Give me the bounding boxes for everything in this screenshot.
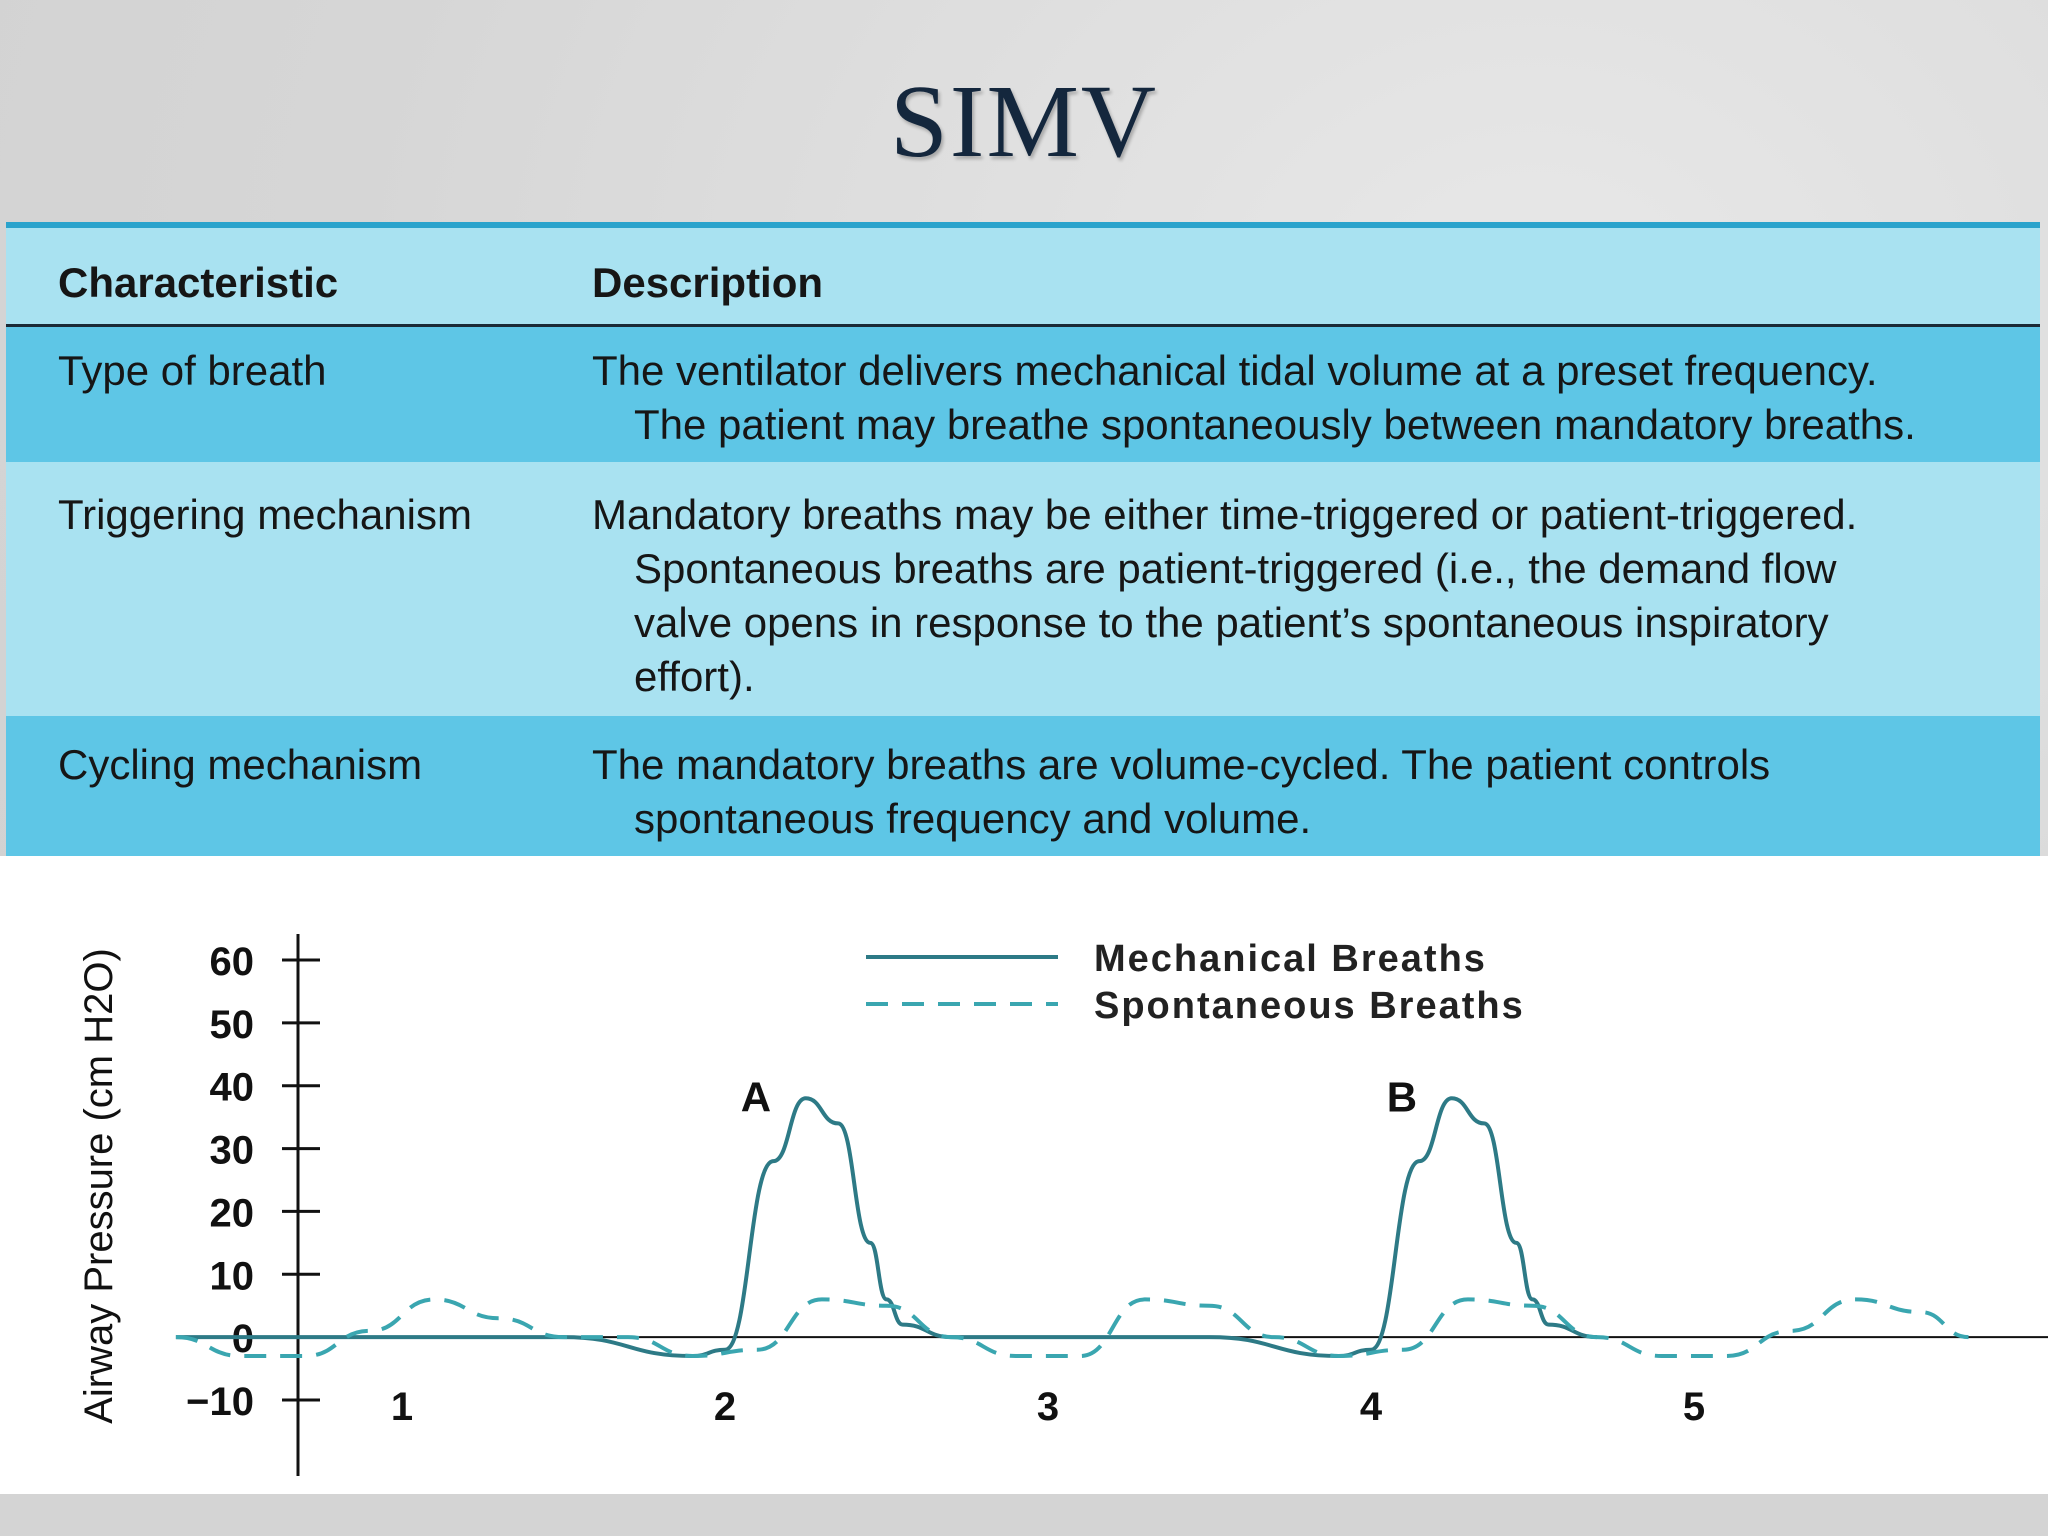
y-axis-label: Airway Pressure (cm H2O)	[77, 948, 121, 1424]
row-2-line-1: Mandatory breaths may be either time-triggered or patient-triggered.	[592, 491, 1858, 538]
y-tick-label: 30	[209, 1128, 254, 1173]
annotation-a: A	[740, 1073, 772, 1121]
x-tick-label-4: 4	[1359, 1385, 1383, 1429]
slide-bottom-band	[0, 1494, 2048, 1536]
row-1-description	[592, 344, 2032, 452]
series-spontaneous-breaths	[176, 1299, 1969, 1356]
row-3-line-2: spontaneous frequency and volume.	[634, 795, 1312, 842]
series-mechanical-breaths	[176, 1098, 1597, 1356]
row-3-line-1: The mandatory breaths are volume-cycled. The patient controls	[592, 741, 1771, 788]
row-3-description	[592, 738, 2032, 846]
header-description: Description	[592, 259, 824, 306]
row-2-line-2: Spontaneous breaths are patient-triggered (i.e., the demand flow	[634, 545, 1837, 592]
row-1-line-1: The ventilator delivers mechanical tidal volume at a preset frequency.	[592, 347, 1878, 394]
header-characteristic: Characteristic	[58, 259, 339, 306]
annotation-b: B	[1386, 1073, 1418, 1121]
row-1-line-2: The patient may breathe spontaneously between mandatory breaths.	[634, 401, 1916, 448]
legend-label-mechanical: Mechanical Breaths	[1094, 938, 1487, 980]
x-tick-label-5: 5	[1682, 1385, 1706, 1429]
x-tick-label-3: 3	[1036, 1385, 1060, 1429]
row-2-line-3: valve opens in response to the patient’s spontaneous inspiratory	[634, 599, 1829, 646]
row-2-line-4: effort).	[634, 653, 755, 700]
y-tick-label: 0	[231, 1317, 254, 1362]
row-3-characteristic: Cycling mechanism	[58, 741, 423, 788]
y-tick-label: 40	[209, 1065, 254, 1110]
row-2-description	[592, 488, 2032, 704]
airway-pressure-chart	[0, 856, 2048, 1494]
x-tick-label-2: 2	[713, 1385, 737, 1429]
legend-label-spontaneous: Spontaneous Breaths	[1094, 985, 1525, 1027]
chart-panel	[0, 856, 2048, 1494]
y-tick-label: 10	[209, 1254, 254, 1299]
slide-title: SIMV	[889, 64, 1159, 179]
y-tick-label: 60	[209, 940, 254, 984]
row-2-characteristic: Triggering mechanism	[58, 491, 472, 538]
y-tick-label: −10	[186, 1380, 254, 1424]
x-tick-label-1: 1	[390, 1385, 414, 1429]
y-tick-label: 50	[209, 1002, 254, 1047]
row-1-characteristic: Type of breath	[58, 347, 327, 394]
y-tick-label: 20	[209, 1191, 254, 1236]
